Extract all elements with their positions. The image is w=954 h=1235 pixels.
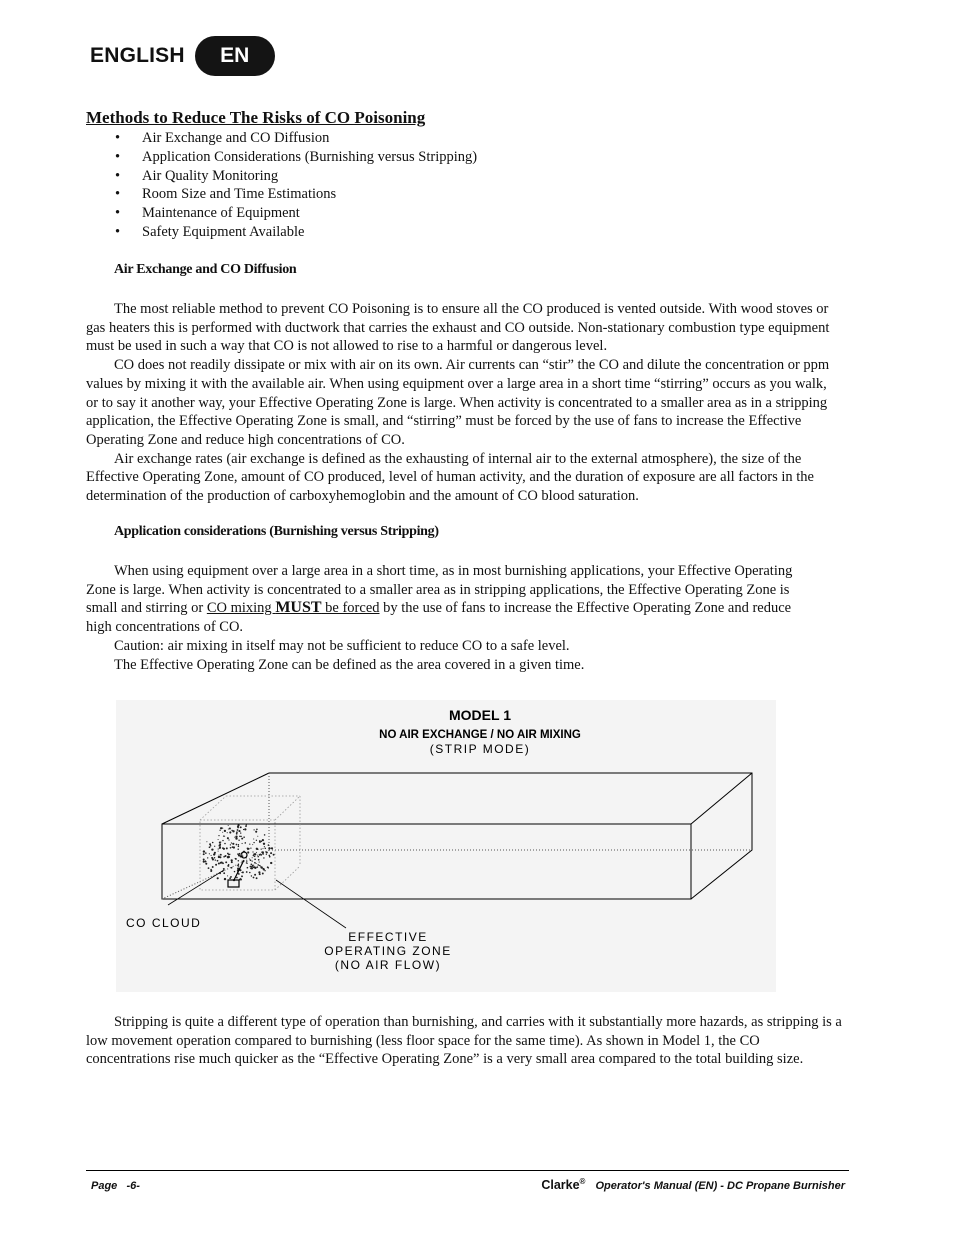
co-particle (259, 873, 261, 875)
list-item (86, 148, 477, 167)
air-exchange-body (86, 300, 842, 506)
co-particle (212, 842, 214, 844)
co-particle (228, 825, 229, 826)
co-particle (264, 870, 265, 871)
co-particle (247, 867, 249, 869)
co-particle (262, 873, 264, 875)
co-particle (257, 856, 259, 858)
co-particle (222, 862, 224, 864)
list-item (86, 185, 477, 204)
co-particle (236, 831, 238, 833)
topic-text: Maintenance of Equipment (142, 205, 300, 222)
co-particle (218, 839, 219, 840)
co-particle (254, 874, 256, 876)
co-particle (237, 865, 239, 867)
co-particle (205, 860, 206, 861)
paragraph: Stripping is quite a different type of operation than burnishing, and carries with it substantially more hazards, as stripping is a low movement operation compared to burnishing (less floor space for the same time). As shown in Model 1, the CO concentrations rise much quicker as the “Effective Operating Zone” is a very small area compared to the total building size. (86, 1014, 842, 1068)
co-particle (256, 829, 258, 831)
co-particle (254, 856, 255, 857)
bullet-icon: • (115, 130, 121, 146)
co-particle (206, 841, 207, 842)
co-particle (228, 864, 229, 865)
co-particle (269, 856, 270, 857)
co-particle (246, 862, 247, 863)
co-particle (248, 848, 250, 850)
co-particle (256, 840, 257, 841)
co-particle (237, 853, 239, 855)
co-particle (240, 836, 242, 838)
co-particle (249, 872, 251, 874)
closing-paragraph (86, 1013, 842, 1069)
co-particle (209, 846, 211, 848)
co-particle (238, 844, 239, 845)
figure-subtitle: NO AIR EXCHANGE / NO AIR MIXING (379, 729, 581, 741)
paragraph: CO does not readily dissipate or mix with air on its own. Air currents can “stir” the CO and dilute the concentration or ppm values by mixing it with the available air. When using equipment over a large area in a short time “stirring” occurs as you walk, or to say it another way, your Effective Operating Zone is large. When activity is concentrated to a smaller area as in a stripping application, the Effective Operating Zone is small, and “stirring” must be forced by the use of fans to increase the Effective Operating Zone and reduce high concentrations of CO. (86, 357, 830, 448)
co-particle (211, 857, 213, 859)
co-particle (238, 860, 240, 862)
paragraph: Air exchange rates (air exchange is defined as the exhausting of internal air to the external atmosphere), the size of the Effective Operating Zone, amount of CO produced, level of human activity, and the duration of exposure are all factors in the determination of the production of carboxyhemoglobin and the amount of CO blood saturation. (86, 450, 814, 505)
co-particle (271, 848, 272, 849)
co-particle (215, 859, 216, 860)
co-particle (240, 826, 242, 828)
list-item (86, 204, 477, 223)
co-particle (219, 830, 220, 831)
co-particle (241, 872, 242, 873)
co-particle (234, 837, 235, 838)
co-particle (241, 875, 243, 877)
building-box (162, 773, 752, 899)
co-particle (223, 848, 225, 850)
list-item (86, 223, 477, 242)
topic-text: Safety Equipment Available (142, 223, 305, 240)
figure-mode: (STRIP MODE) (429, 742, 531, 756)
text-run: When using equipment over a large area in a short time, as in most burnishing applications, your Effective Operating Zone is large. When activity is concentrated to a smaller area as in stripping applications, the Effective Operating Zone is small and stirring or (86, 563, 793, 617)
co-particle (273, 854, 275, 856)
co-particle (262, 848, 263, 849)
co-particle (258, 871, 260, 873)
topic-text: Room Size and Time Estimations (142, 186, 337, 203)
co-particle (264, 846, 265, 847)
co-particle (252, 861, 253, 862)
co-particle (227, 832, 228, 833)
co-particle (214, 852, 216, 854)
co-particle (236, 877, 237, 878)
co-particle (253, 838, 254, 839)
co-particle (249, 844, 250, 845)
co-particle (240, 832, 241, 833)
co-particle (250, 863, 252, 865)
co-particle (218, 856, 220, 858)
co-particle (207, 857, 208, 858)
definition-text: The Effective Operating Zone can be defined as the area covered in a given time. (114, 656, 585, 673)
co-particle (212, 866, 214, 868)
co-particle (268, 844, 270, 846)
co-particle (223, 868, 225, 870)
emphasis-must: MUST (275, 599, 322, 617)
bullet-icon: • (115, 205, 121, 222)
co-particle (219, 845, 221, 847)
bullet-icon: • (115, 148, 121, 165)
co-particle (243, 829, 244, 830)
co-particle (223, 835, 224, 836)
co-particle (252, 865, 254, 867)
co-particle (238, 846, 240, 848)
co-particle (242, 843, 243, 844)
co-particle (236, 833, 238, 835)
co-particle (228, 839, 229, 840)
co-particle (210, 845, 212, 847)
co-particle (223, 872, 225, 874)
co-particle (223, 856, 225, 858)
co-particle (270, 862, 272, 864)
co-particle (238, 830, 240, 832)
language-word: ENGLISH (90, 44, 185, 67)
co-particle (230, 876, 232, 878)
co-particle (259, 862, 260, 863)
co-particle (210, 869, 212, 871)
co-particle (218, 835, 219, 836)
co-particle (211, 855, 212, 856)
zone-label-line3: (NO AIR FLOW) (334, 958, 442, 972)
co-particle (228, 828, 229, 829)
co-cloud (203, 824, 275, 881)
co-particle (203, 850, 205, 852)
co-particle (253, 842, 254, 843)
co-particle (222, 827, 223, 828)
co-particle (235, 837, 237, 839)
co-particle (233, 846, 235, 848)
co-particle (263, 868, 265, 870)
co-particle (244, 828, 246, 830)
co-particle (257, 866, 259, 868)
co-particle (232, 830, 234, 832)
co-particle (227, 853, 229, 855)
co-particle (250, 866, 252, 868)
paragraph: The most reliable method to prevent CO Poisoning is to ensure all the CO produced is vented outside. With wood stoves or gas heaters this is performed with ductwork that carries the exhaust and CO outside. Non-stationary combustion type equipment must be used in such a way that CO is not allowed to rise to a harmful or dangerous level. (86, 301, 830, 355)
co-particle (265, 848, 266, 849)
text-run: by the use of fans to increase the Effective Operating Zone and reduce high concentrations of CO. (86, 600, 792, 636)
co-particle (267, 852, 268, 853)
co-particle (203, 853, 205, 855)
co-particle (228, 856, 230, 858)
section-heading-air-exchange: Air Exchange and CO Diffusion (114, 262, 297, 277)
co-particle (261, 848, 262, 849)
co-particle (218, 851, 219, 852)
co-particle (256, 848, 258, 850)
bullet-icon: • (115, 167, 121, 184)
bullet-icon: • (115, 223, 121, 240)
paragraph (86, 562, 806, 637)
list-item (86, 167, 477, 186)
co-particle (218, 862, 220, 864)
page-title: Methods to Reduce The Risks of CO Poisoning (86, 108, 426, 127)
co-particle (220, 846, 221, 847)
co-particle (270, 852, 272, 854)
co-particle (243, 836, 245, 838)
language-code-badge: EN (195, 36, 275, 76)
co-particle (254, 858, 256, 860)
co-particle (247, 851, 249, 853)
underlined-text: be forced (321, 600, 380, 617)
co-particle (261, 841, 263, 843)
co-particle (237, 829, 239, 831)
co-particle (220, 827, 222, 829)
co-particle (214, 846, 215, 847)
registered-mark: ® (579, 1177, 586, 1186)
co-particle (239, 853, 240, 854)
list-item (86, 129, 477, 148)
co-particle (218, 855, 219, 856)
co-particle (217, 860, 219, 862)
language-header (90, 36, 275, 76)
co-particle (203, 858, 205, 860)
co-particle (229, 831, 231, 833)
manual-title: Operator's Manual (EN) - DC Propane Burnisher (595, 1180, 845, 1193)
co-particle (256, 852, 257, 853)
footer-divider (86, 1170, 849, 1171)
room-diagram (116, 700, 776, 992)
co-particle (229, 827, 231, 829)
application-body (86, 562, 842, 674)
co-particle (260, 854, 262, 856)
co-particle (203, 860, 205, 862)
co-particle (257, 836, 258, 837)
co-particle (218, 848, 219, 849)
co-particle (228, 854, 229, 855)
co-particle (262, 839, 264, 841)
co-particle (231, 867, 233, 869)
co-particle (231, 861, 233, 863)
co-particle (225, 861, 227, 863)
co-particle (252, 844, 253, 845)
co-particle (224, 830, 226, 832)
co-particle (222, 832, 223, 833)
co-particle (227, 875, 228, 876)
co-particle (253, 877, 255, 879)
co-particle (263, 843, 265, 845)
co-particle (259, 865, 260, 866)
co-particle (239, 836, 240, 837)
co-particle (226, 847, 228, 849)
co-particle (245, 842, 246, 843)
co-particle (220, 842, 221, 843)
co-particle (259, 840, 261, 842)
co-particle (222, 840, 223, 841)
co-particle (217, 877, 219, 879)
co-particle (230, 847, 232, 849)
co-particle (237, 849, 238, 850)
co-particle (231, 859, 233, 861)
co-particle (264, 834, 266, 836)
topic-list (86, 129, 477, 242)
zone-label-line2: OPERATING ZONE (324, 944, 452, 958)
topic-text: Air Exchange and CO Diffusion (142, 130, 330, 146)
co-particle (250, 859, 252, 861)
co-particle (246, 861, 247, 862)
co-particle (235, 835, 237, 837)
co-particle (262, 851, 264, 853)
page-number: Page -6- (91, 1180, 140, 1192)
model-1-figure (116, 700, 776, 992)
co-particle (211, 848, 213, 850)
co-particle (230, 844, 231, 845)
co-particle (250, 868, 251, 869)
co-particle (268, 855, 270, 857)
co-particle (220, 854, 222, 856)
co-particle (208, 867, 210, 869)
co-particle (237, 824, 239, 826)
co-particle (240, 870, 242, 872)
co-particle (246, 824, 247, 825)
co-particle (250, 847, 251, 848)
co-particle (246, 871, 248, 873)
co-particle (231, 842, 232, 843)
co-particle (238, 840, 239, 841)
co-particle (205, 852, 207, 854)
co-particle (224, 878, 226, 880)
co-cloud-label: CO CLOUD (126, 916, 202, 930)
co-particle (253, 866, 255, 868)
co-particle (224, 843, 226, 845)
footer-brand-line (541, 1177, 845, 1192)
co-particle (214, 857, 216, 859)
co-particle (256, 863, 257, 864)
co-particle (252, 851, 253, 852)
section-heading-application: Application considerations (Burnishing versus Stripping) (114, 524, 439, 539)
co-particle (254, 862, 256, 864)
co-particle (268, 867, 269, 868)
co-particle (209, 853, 210, 854)
co-particle (215, 864, 217, 866)
caution-text: Caution: air mixing in itself may not be sufficient to reduce CO to a safe level. (114, 637, 570, 654)
topic-text: Air Quality Monitoring (142, 167, 279, 184)
co-particle (259, 854, 261, 856)
bullet-icon: • (115, 186, 121, 203)
co-particle (205, 863, 207, 865)
co-particle (236, 844, 238, 846)
co-particle (251, 875, 252, 876)
co-particle (235, 858, 236, 859)
co-particle (268, 847, 270, 849)
co-particle (266, 854, 267, 855)
figure-title: MODEL 1 (449, 707, 511, 723)
underlined-text: CO mixing (206, 600, 276, 617)
brand-name: Clarke (541, 1178, 580, 1193)
co-particle (220, 862, 222, 864)
co-particle (255, 831, 257, 833)
co-particle (256, 877, 258, 879)
co-particle (254, 829, 255, 830)
co-particle (263, 857, 264, 858)
co-particle (241, 838, 243, 840)
zone-label-line1: EFFECTIVE (348, 930, 428, 944)
co-particle (227, 837, 229, 839)
co-particle (234, 871, 235, 872)
co-particle (258, 859, 260, 861)
co-particle (209, 843, 211, 845)
topic-text: Application Considerations (Burnishing versus Stripping) (142, 148, 478, 165)
co-particle (254, 853, 256, 855)
co-particle (232, 843, 234, 845)
